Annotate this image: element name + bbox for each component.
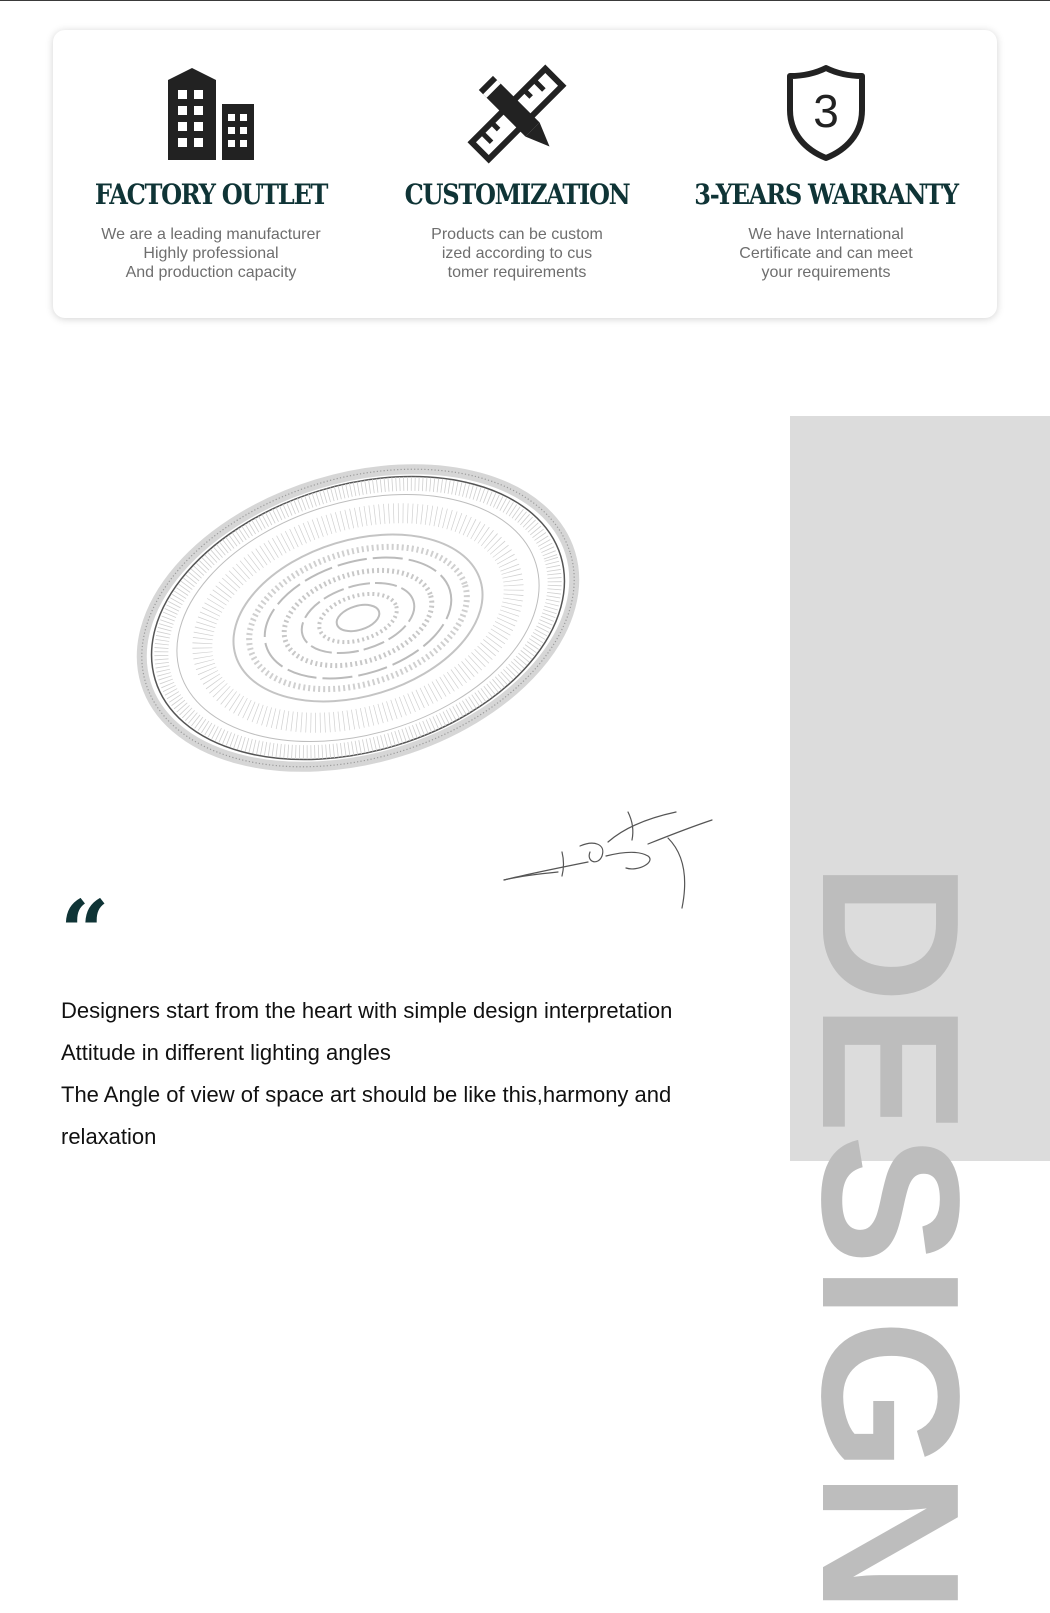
feature-title: CUSTOMIZATION	[404, 178, 630, 211]
statement-line: Designers start from the heart with simple design interpretation	[61, 998, 673, 1023]
feature-description-line: We are a leading manufacturer	[101, 226, 321, 243]
feature-description-line: ized according to cus	[441, 245, 593, 262]
buildings-icon	[166, 66, 256, 162]
feature-description-line: your requirements	[761, 264, 891, 281]
feature-description	[671, 225, 981, 282]
feature-description-line: tomer requirements	[447, 264, 587, 281]
feature-description-line: Highly professional	[143, 245, 279, 262]
top-divider	[0, 0, 1050, 1]
design-statement	[61, 990, 761, 1158]
design-word: DESIGN	[781, 862, 1000, 1613]
design-panel	[781, 416, 1050, 1613]
designer-signature	[498, 800, 718, 915]
feature-description-line: Certificate and can meet	[739, 245, 913, 262]
feature-title: 3-YEARS WARRANTY	[694, 178, 958, 211]
ceiling-lamp-image	[130, 450, 590, 790]
feature-description	[362, 225, 672, 282]
quote-mark: “	[60, 882, 110, 983]
feature-description-line: Products can be custom	[431, 226, 603, 243]
pencil-ruler-icon	[467, 66, 567, 162]
feature-description	[56, 225, 366, 282]
feature-description-line: We have International	[748, 226, 904, 243]
statement-line: The Angle of view of space art should be like this,harmony and	[61, 1082, 672, 1107]
shield-number: 3	[813, 85, 839, 137]
features-card	[53, 30, 997, 318]
feature-description-line: And production capacity	[125, 264, 297, 281]
feature-title: FACTORY OUTLET	[94, 178, 328, 211]
shield-3-icon	[786, 64, 866, 162]
statement-line: relaxation	[61, 1124, 157, 1149]
statement-line: Attitude in different lighting angles	[61, 1040, 391, 1065]
